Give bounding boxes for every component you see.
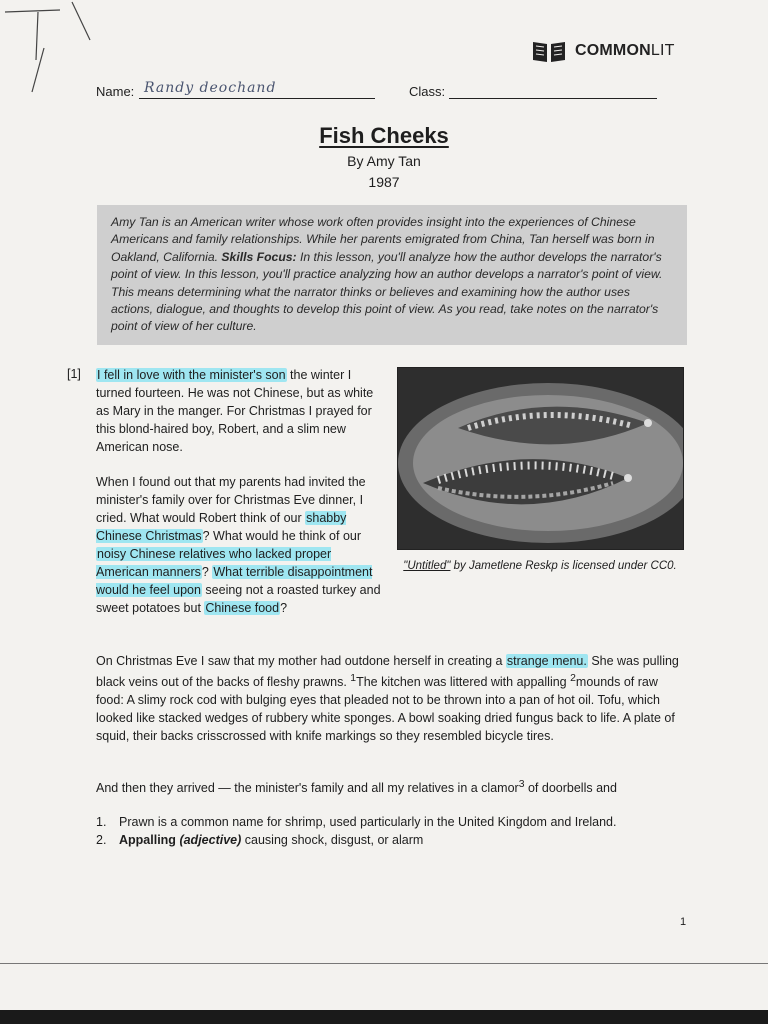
footnote-2: 2. Appalling (adjective) causing shock, disgust, or alarm (96, 833, 424, 847)
paragraph-2: When I found out that my parents had invited the minister's family over for Christmas Eve dinner, I cried. What would Robert think of our shabby Chinese Christmas? What would he think of our noisy Chinese relatives who lacked proper American manners? What terrible disappointment would he feel upon seeing not a roasted turkey and sweet potatoes but Chinese food? (96, 475, 381, 615)
publication-year: 1987 (368, 174, 400, 190)
highlight: strange menu. (506, 654, 587, 668)
logo-text-light: LIT (650, 42, 675, 59)
image-caption: "Untitled" by Jametlene Reskp is licensed under CC0. (403, 560, 677, 572)
author-line: By Amy Tan (347, 153, 421, 169)
highlight: noisy Chinese relatives who lacked proper American manners (96, 547, 332, 579)
name-label: Name: (96, 84, 135, 99)
commonlit-logo (531, 38, 675, 64)
name-value[interactable]: Randy deochand (144, 80, 277, 96)
paragraph-1: I fell in love with the minister's son the winter I turned fourteen. He was not Chinese, but as white as Mary in the manger. For Christmas I prayed for this blond-haired boy, Robert, and a slim new American nose. (96, 368, 374, 454)
class-field-line[interactable] (449, 98, 657, 99)
pencil-marks-icon (0, 0, 110, 110)
name-field-line (139, 98, 375, 99)
logo-text-bold: COMMON (575, 42, 651, 59)
fish-dish-image (398, 368, 684, 550)
footnote-1: 1. Prawn is a common name for shrimp, used particularly in the United Kingdom and Ireland. (96, 815, 617, 829)
book-icon (531, 38, 567, 64)
paragraph-4: And then they arrived — the minister's family and all my relatives in a clamor$^3$ of doorbells and (96, 779, 617, 796)
scan-edge-band (0, 1010, 768, 1024)
scan-edge-line (0, 963, 768, 964)
fish-photo (397, 367, 684, 550)
highlight: I fell in love with the minister's son (97, 368, 286, 382)
skills-focus-label: Skills Focus: (221, 249, 297, 264)
image-title-link[interactable]: "Untitled" (403, 560, 451, 572)
highlight: shabby Chinese Christmas (96, 511, 347, 543)
intro-box: Amy Tan is an American writer whose work often provides insight into the experiences of Chinese Americans and family relationships. While her parents emigrated from China, Tan herself was born in Oakland, California. Skills Focus: In this lesson, you'll analyze how the author develops the narrator's point of view. In this lesson, you'll practice analyzing how an author develops a narrator's point of view. This means determining what the narrator thinks or believes and examining how the author uses actions, dialogue, and thoughts to develop this point of view. As you read, take notes on the narrator's point of view of her culture. (97, 205, 687, 345)
highlight: What terrible disappointment would he feel upon (96, 565, 373, 597)
highlight: Chinese food (205, 601, 280, 615)
class-label: Class: (409, 84, 446, 99)
paragraph-3: On Christmas Eve I saw that my mother had outdone herself in creating a strange menu. She was pulling black veins out of the backs of fleshy prawns. $^1$The kitchen was littered with appalling $^2$mounds of raw food: A slimy rock cod with bulging eyes that pleaded not to be thrown into a pan of hot oil. Tofu, which looked like stacked wedges of rubbery white sponges. A bowl soaking dried fungus back to life. A plate of squid, their backs crisscrossed with knife markings so they resembled bicycle tires. (96, 654, 679, 744)
paragraph-number: [1] (67, 367, 81, 381)
page-title: Fish Cheeks (319, 123, 449, 148)
page-number: 1 (680, 916, 687, 928)
